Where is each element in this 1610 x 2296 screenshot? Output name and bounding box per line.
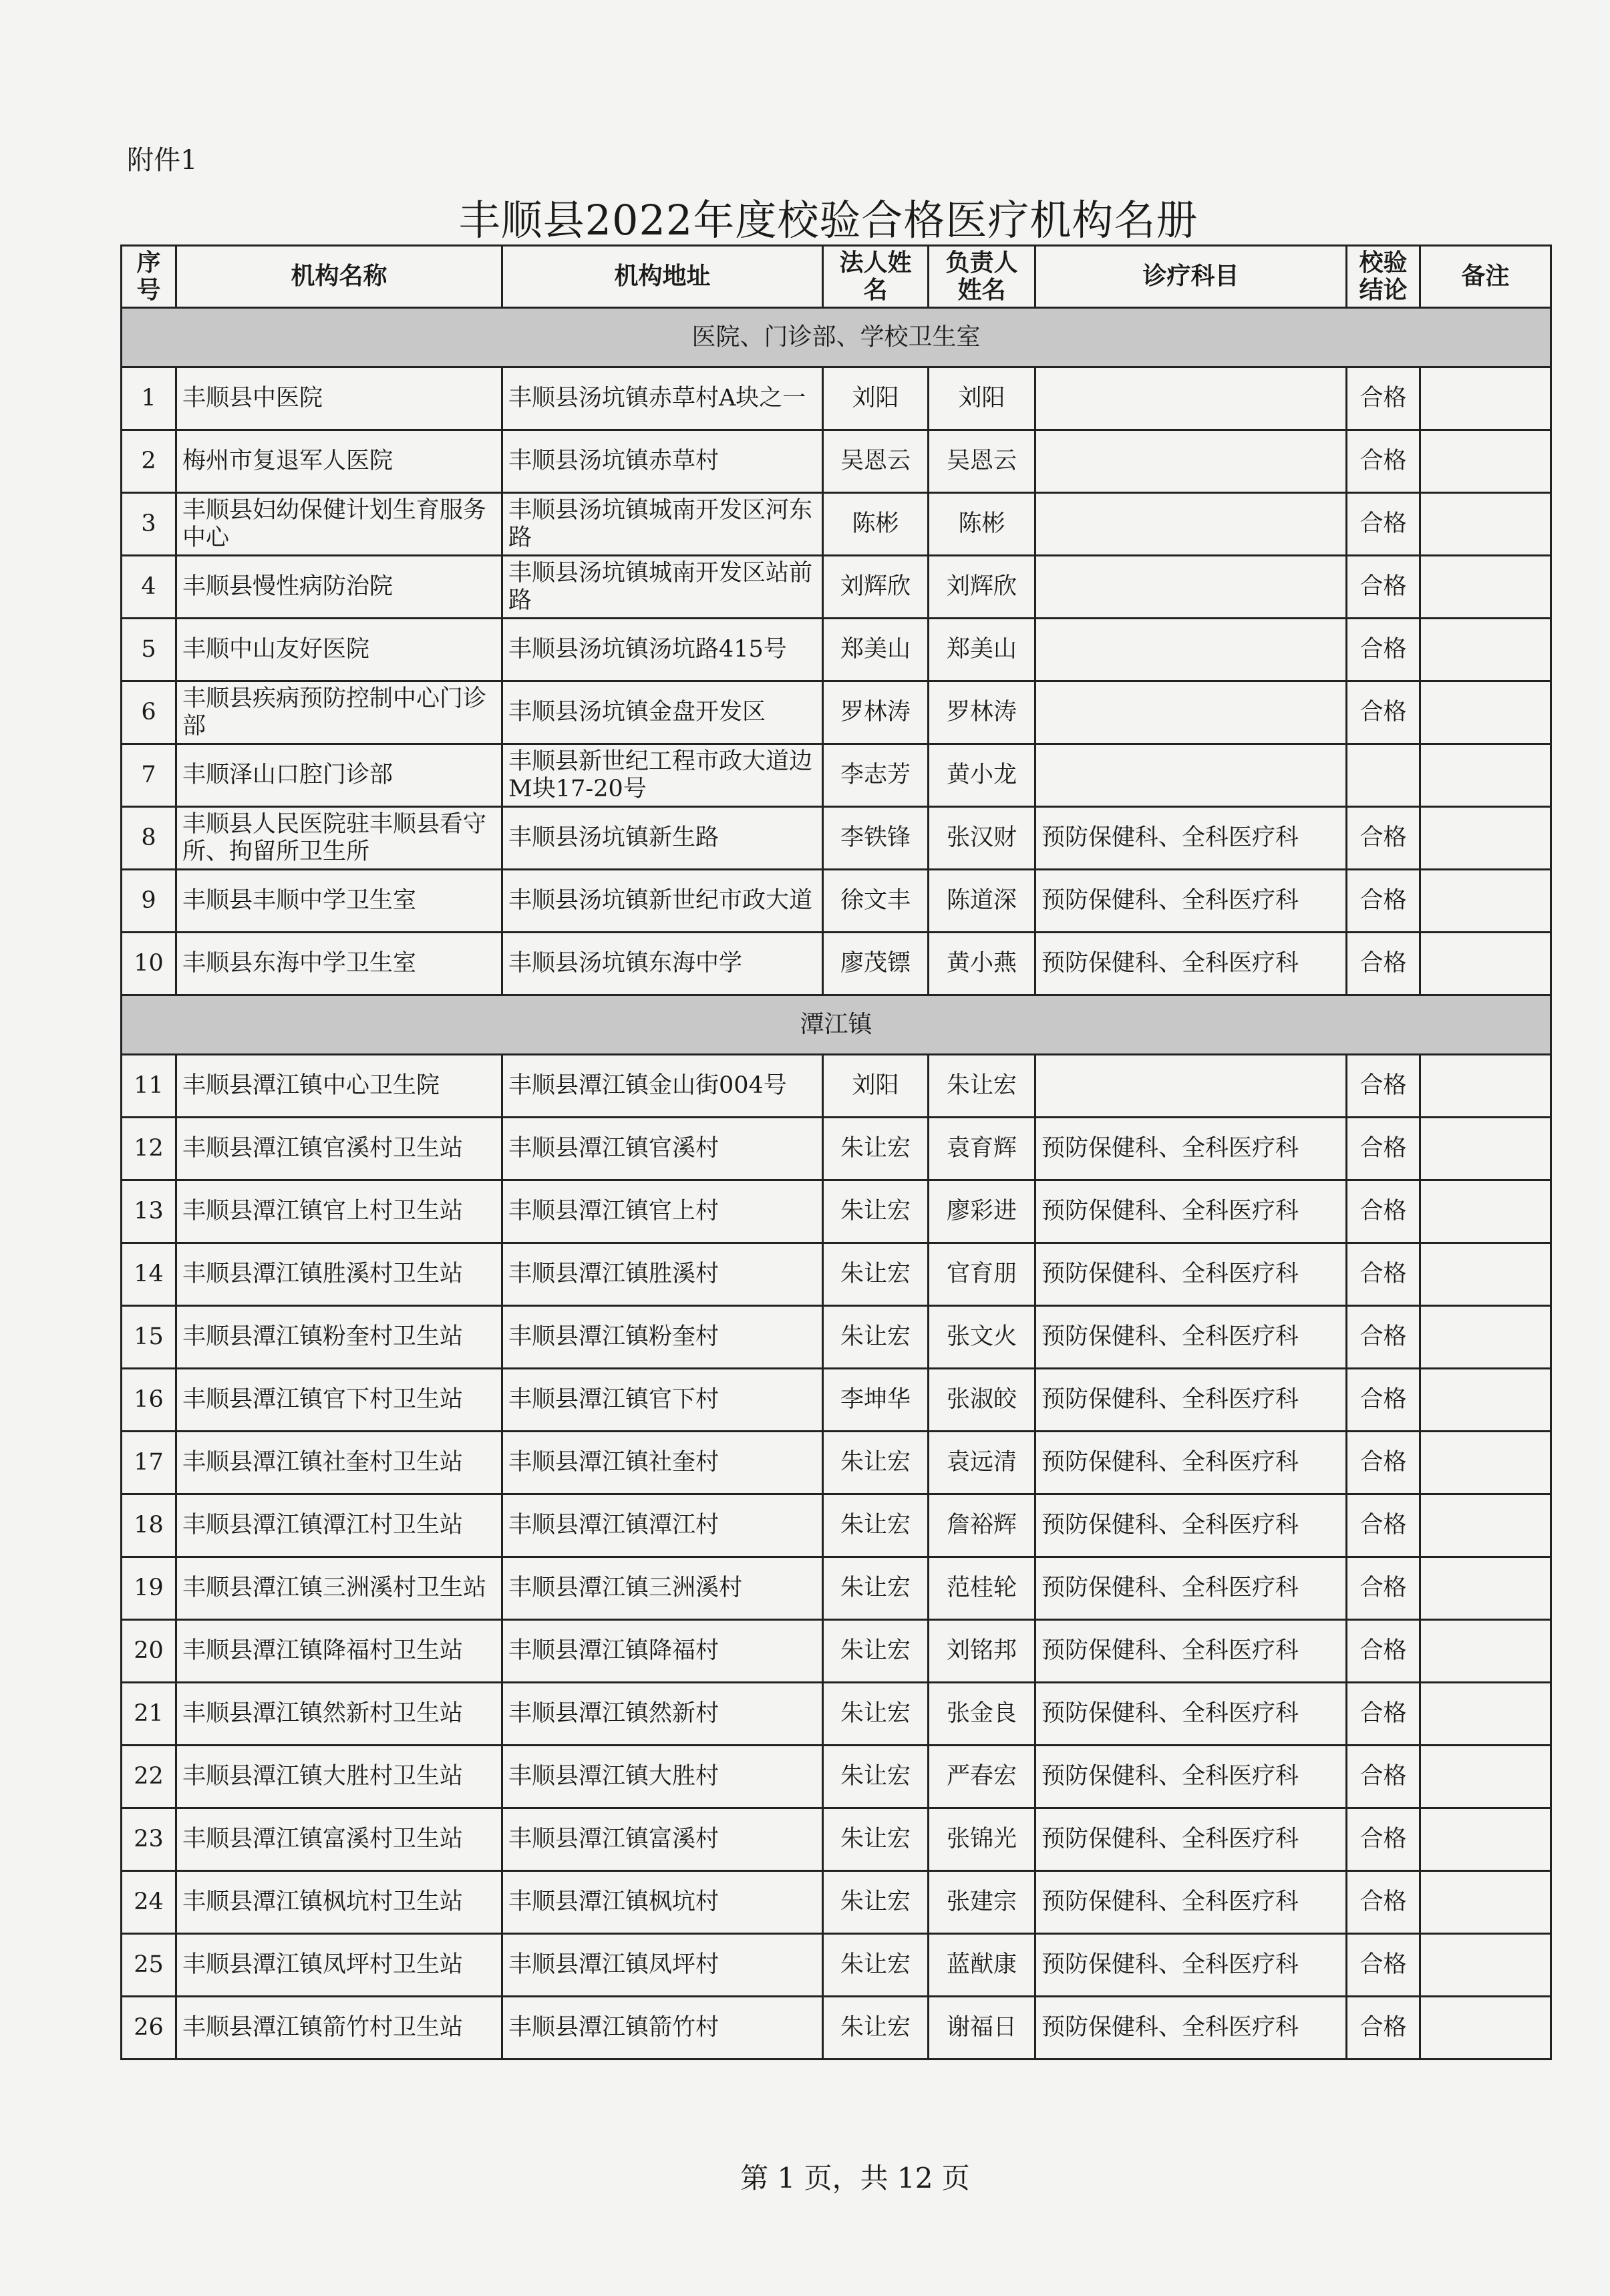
remark: [1420, 367, 1551, 430]
departments: 预防保健科、全科医疗科: [1035, 870, 1347, 933]
legal-person: 刘阳: [823, 1055, 929, 1118]
row-no: 6: [122, 681, 176, 744]
person-in-charge: 袁远清: [929, 1432, 1035, 1494]
departments: [1035, 493, 1347, 556]
row-no: 2: [122, 430, 176, 493]
departments: [1035, 367, 1347, 430]
verification-result: 合格: [1347, 870, 1420, 933]
table-row: [122, 1997, 1551, 2060]
legal-person: 朱让宏: [823, 1934, 929, 1997]
departments: [1035, 681, 1347, 744]
legal-person: 李志芳: [823, 744, 929, 807]
institution-address: 丰顺县潭江镇富溪村: [502, 1808, 823, 1871]
row-no: 21: [122, 1683, 176, 1746]
departments: 预防保健科、全科医疗科: [1035, 1997, 1347, 2060]
departments: 预防保健科、全科医疗科: [1035, 1306, 1347, 1369]
row-no: 17: [122, 1432, 176, 1494]
institution-address: 丰顺县汤坑镇赤草村A块之一: [502, 367, 823, 430]
table-row: [122, 1180, 1551, 1243]
legal-person: 刘阳: [823, 367, 929, 430]
row-no: 18: [122, 1494, 176, 1557]
row-no: 5: [122, 619, 176, 681]
institution-name: 丰顺县潭江镇粉奎村卫生站: [176, 1306, 502, 1369]
institution-name: 丰顺县慢性病防治院: [176, 556, 502, 619]
verification-result: 合格: [1347, 1118, 1420, 1180]
col-header-dept: 诊疗科目: [1035, 246, 1347, 308]
verification-result: 合格: [1347, 556, 1420, 619]
row-no: 20: [122, 1620, 176, 1683]
remark: [1420, 556, 1551, 619]
legal-person: 朱让宏: [823, 1306, 929, 1369]
legal-person: 吴恩云: [823, 430, 929, 493]
legal-person: 李坤华: [823, 1369, 929, 1432]
table-row: [122, 681, 1551, 744]
institution-address: 丰顺县潭江镇官溪村: [502, 1118, 823, 1180]
person-in-charge: 蓝猷康: [929, 1934, 1035, 1997]
section-header-row: [122, 995, 1551, 1055]
departments: 预防保健科、全科医疗科: [1035, 1180, 1347, 1243]
legal-person: 徐文丰: [823, 870, 929, 933]
institution-name: 丰顺县潭江镇枫坑村卫生站: [176, 1871, 502, 1934]
row-no: 14: [122, 1243, 176, 1306]
remark: [1420, 1808, 1551, 1871]
institution-name: 丰顺县潭江镇凤坪村卫生站: [176, 1934, 502, 1997]
legal-person: 朱让宏: [823, 1746, 929, 1808]
institution-name: 梅州市复退军人医院: [176, 430, 502, 493]
row-no: 23: [122, 1808, 176, 1871]
row-no: 12: [122, 1118, 176, 1180]
table-row: [122, 1306, 1551, 1369]
table-row: [122, 1620, 1551, 1683]
section-title: 潭江镇: [122, 995, 1551, 1055]
institution-name: 丰顺县妇幼保健计划生育服务中心: [176, 493, 502, 556]
institution-name: 丰顺县潭江镇社奎村卫生站: [176, 1432, 502, 1494]
person-in-charge: 张淑皎: [929, 1369, 1035, 1432]
institution-name: 丰顺县潭江镇箭竹村卫生站: [176, 1997, 502, 2060]
departments: [1035, 430, 1347, 493]
person-in-charge: 张文火: [929, 1306, 1035, 1369]
table-row: [122, 619, 1551, 681]
legal-person: 朱让宏: [823, 1494, 929, 1557]
institution-address: 丰顺县潭江镇降福村: [502, 1620, 823, 1683]
institution-name: 丰顺县疾病预防控制中心门诊部: [176, 681, 502, 744]
institution-address: 丰顺县汤坑镇汤坑路415号: [502, 619, 823, 681]
table-row: [122, 1432, 1551, 1494]
institution-address: 丰顺县潭江镇三洲溪村: [502, 1557, 823, 1620]
section-header-row: [122, 308, 1551, 367]
table-row: [122, 807, 1551, 870]
departments: 预防保健科、全科医疗科: [1035, 1808, 1347, 1871]
legal-person: 李铁锋: [823, 807, 929, 870]
row-no: 25: [122, 1934, 176, 1997]
legal-person: 刘辉欣: [823, 556, 929, 619]
institution-name: 丰顺泽山口腔门诊部: [176, 744, 502, 807]
row-no: 3: [122, 493, 176, 556]
institution-address: 丰顺县汤坑镇城南开发区河东路: [502, 493, 823, 556]
remark: [1420, 1934, 1551, 1997]
departments: 预防保健科、全科医疗科: [1035, 1746, 1347, 1808]
table-row: [122, 1746, 1551, 1808]
institution-address: 丰顺县潭江镇金山街004号: [502, 1055, 823, 1118]
legal-person: 朱让宏: [823, 1432, 929, 1494]
row-no: 10: [122, 933, 176, 995]
institution-address: 丰顺县潭江镇枫坑村: [502, 1871, 823, 1934]
table-row: [122, 1055, 1551, 1118]
institution-address: 丰顺县潭江镇社奎村: [502, 1432, 823, 1494]
remark: [1420, 1494, 1551, 1557]
person-in-charge: 朱让宏: [929, 1055, 1035, 1118]
attachment-label: 附件1: [127, 145, 198, 176]
page-footer: 第 1 页，共 12 页: [740, 2162, 970, 2194]
legal-person: 朱让宏: [823, 1180, 929, 1243]
person-in-charge: 廖彩进: [929, 1180, 1035, 1243]
col-header-address: 机构地址: [502, 246, 823, 308]
remark: [1420, 1871, 1551, 1934]
verification-result: 合格: [1347, 1997, 1420, 2060]
institution-name: 丰顺中山友好医院: [176, 619, 502, 681]
person-in-charge: 罗林涛: [929, 681, 1035, 744]
col-header-no: 序号: [122, 246, 176, 308]
legal-person: 朱让宏: [823, 1871, 929, 1934]
verification-result: 合格: [1347, 1369, 1420, 1432]
departments: 预防保健科、全科医疗科: [1035, 1620, 1347, 1683]
remark: [1420, 619, 1551, 681]
verification-result: 合格: [1347, 1180, 1420, 1243]
institution-address: 丰顺县潭江镇潭江村: [502, 1494, 823, 1557]
verification-result: 合格: [1347, 1871, 1420, 1934]
person-in-charge: 吴恩云: [929, 430, 1035, 493]
person-in-charge: 刘铭邦: [929, 1620, 1035, 1683]
legal-person: 罗林涛: [823, 681, 929, 744]
section-title: 医院、门诊部、学校卫生室: [122, 308, 1551, 367]
row-no: 26: [122, 1997, 176, 2060]
row-no: 11: [122, 1055, 176, 1118]
verification-result: 合格: [1347, 1243, 1420, 1306]
remark: [1420, 1432, 1551, 1494]
verification-result: 合格: [1347, 1746, 1420, 1808]
remark: [1420, 493, 1551, 556]
legal-person: 朱让宏: [823, 1243, 929, 1306]
departments: 预防保健科、全科医疗科: [1035, 1432, 1347, 1494]
col-header-head: 负责人姓名: [929, 246, 1035, 308]
row-no: 4: [122, 556, 176, 619]
institution-name: 丰顺县潭江镇大胜村卫生站: [176, 1746, 502, 1808]
departments: [1035, 619, 1347, 681]
remark: [1420, 1746, 1551, 1808]
remark: [1420, 1997, 1551, 2060]
institution-address: 丰顺县潭江镇官上村: [502, 1180, 823, 1243]
person-in-charge: 詹裕辉: [929, 1494, 1035, 1557]
institution-address: 丰顺县汤坑镇城南开发区站前路: [502, 556, 823, 619]
institution-name: 丰顺县东海中学卫生室: [176, 933, 502, 995]
departments: 预防保健科、全科医疗科: [1035, 1369, 1347, 1432]
col-header-legal: 法人姓名: [823, 246, 929, 308]
institution-name: 丰顺县人民医院驻丰顺县看守所、拘留所卫生所: [176, 807, 502, 870]
legal-person: 郑美山: [823, 619, 929, 681]
remark: [1420, 1369, 1551, 1432]
verification-result: 合格: [1347, 1306, 1420, 1369]
table-row: [122, 1934, 1551, 1997]
verification-result: 合格: [1347, 619, 1420, 681]
institution-address: 丰顺县新世纪工程市政大道边M块17-20号: [502, 744, 823, 807]
verification-result: 合格: [1347, 367, 1420, 430]
verification-result: 合格: [1347, 430, 1420, 493]
remark: [1420, 1180, 1551, 1243]
person-in-charge: 刘阳: [929, 367, 1035, 430]
remark: [1420, 1306, 1551, 1369]
table-row: [122, 1871, 1551, 1934]
verification-result: 合格: [1347, 933, 1420, 995]
verification-result: 合格: [1347, 1808, 1420, 1871]
institution-name: 丰顺县潭江镇然新村卫生站: [176, 1683, 502, 1746]
verification-result: 合格: [1347, 1432, 1420, 1494]
col-header-note: 备注: [1420, 246, 1551, 308]
table-row: [122, 1808, 1551, 1871]
verification-result: 合格: [1347, 807, 1420, 870]
verification-result: 合格: [1347, 1494, 1420, 1557]
table-row: [122, 430, 1551, 493]
person-in-charge: 谢福日: [929, 1997, 1035, 2060]
row-no: 1: [122, 367, 176, 430]
row-no: 15: [122, 1306, 176, 1369]
verification-result: 合格: [1347, 1557, 1420, 1620]
departments: 预防保健科、全科医疗科: [1035, 1934, 1347, 1997]
legal-person: 朱让宏: [823, 1683, 929, 1746]
institution-name: 丰顺县潭江镇中心卫生院: [176, 1055, 502, 1118]
table-row: [122, 1494, 1551, 1557]
institution-name: 丰顺县潭江镇降福村卫生站: [176, 1620, 502, 1683]
legal-person: 朱让宏: [823, 1808, 929, 1871]
departments: 预防保健科、全科医疗科: [1035, 933, 1347, 995]
document-title: 丰顺县2022年度校验合格医疗机构名册: [458, 196, 1198, 244]
verification-result: 合格: [1347, 1934, 1420, 1997]
institution-address: 丰顺县潭江镇箭竹村: [502, 1997, 823, 2060]
legal-person: 朱让宏: [823, 1118, 929, 1180]
departments: 预防保健科、全科医疗科: [1035, 1243, 1347, 1306]
row-no: 22: [122, 1746, 176, 1808]
remark: [1420, 1055, 1551, 1118]
institution-name: 丰顺县丰顺中学卫生室: [176, 870, 502, 933]
row-no: 8: [122, 807, 176, 870]
table-row: [122, 1683, 1551, 1746]
verification-result: 合格: [1347, 493, 1420, 556]
row-no: 24: [122, 1871, 176, 1934]
institution-name: 丰顺县潭江镇官上村卫生站: [176, 1180, 502, 1243]
person-in-charge: 官育朋: [929, 1243, 1035, 1306]
table-body: [122, 308, 1551, 2060]
remark: [1420, 870, 1551, 933]
person-in-charge: 陈彬: [929, 493, 1035, 556]
remark: [1420, 1557, 1551, 1620]
person-in-charge: 张汉财: [929, 807, 1035, 870]
departments: 预防保健科、全科医疗科: [1035, 1118, 1347, 1180]
legal-person: 陈彬: [823, 493, 929, 556]
departments: [1035, 744, 1347, 807]
table-row: [122, 933, 1551, 995]
departments: 预防保健科、全科医疗科: [1035, 1871, 1347, 1934]
table-row: [122, 744, 1551, 807]
row-no: 19: [122, 1557, 176, 1620]
person-in-charge: 黄小龙: [929, 744, 1035, 807]
header-row: [122, 246, 1551, 308]
institution-name: 丰顺县潭江镇潭江村卫生站: [176, 1494, 502, 1557]
institution-address: 丰顺县潭江镇然新村: [502, 1683, 823, 1746]
institution-name: 丰顺县潭江镇三洲溪村卫生站: [176, 1557, 502, 1620]
institution-address: 丰顺县潭江镇胜溪村: [502, 1243, 823, 1306]
institution-address: 丰顺县潭江镇大胜村: [502, 1746, 823, 1808]
institution-name: 丰顺县潭江镇富溪村卫生站: [176, 1808, 502, 1871]
row-no: 7: [122, 744, 176, 807]
legal-person: 廖茂镖: [823, 933, 929, 995]
person-in-charge: 袁育辉: [929, 1118, 1035, 1180]
table-row: [122, 1243, 1551, 1306]
institution-address: 丰顺县潭江镇粉奎村: [502, 1306, 823, 1369]
remark: [1420, 1118, 1551, 1180]
person-in-charge: 张建宗: [929, 1871, 1035, 1934]
row-no: 13: [122, 1180, 176, 1243]
departments: 预防保健科、全科医疗科: [1035, 1683, 1347, 1746]
institution-name: 丰顺县潭江镇官下村卫生站: [176, 1369, 502, 1432]
row-no: 9: [122, 870, 176, 933]
institution-address: 丰顺县汤坑镇东海中学: [502, 933, 823, 995]
table-row: [122, 367, 1551, 430]
col-header-result: 校验结论: [1347, 246, 1420, 308]
table-row: [122, 1118, 1551, 1180]
verification-result: 合格: [1347, 1683, 1420, 1746]
verification-result: 合格: [1347, 1055, 1420, 1118]
legal-person: 朱让宏: [823, 1557, 929, 1620]
remark: [1420, 1620, 1551, 1683]
legal-person: 朱让宏: [823, 1620, 929, 1683]
remark: [1420, 681, 1551, 744]
person-in-charge: 严春宏: [929, 1746, 1035, 1808]
departments: 预防保健科、全科医疗科: [1035, 807, 1347, 870]
institution-address: 丰顺县汤坑镇新生路: [502, 807, 823, 870]
table-row: [122, 1369, 1551, 1432]
legal-person: 朱让宏: [823, 1997, 929, 2060]
person-in-charge: 张金良: [929, 1683, 1035, 1746]
remark: [1420, 807, 1551, 870]
institution-name: 丰顺县潭江镇官溪村卫生站: [176, 1118, 502, 1180]
table-row: [122, 870, 1551, 933]
remark: [1420, 1683, 1551, 1746]
verification-result: [1347, 744, 1420, 807]
institution-address: 丰顺县汤坑镇金盘开发区: [502, 681, 823, 744]
col-header-name: 机构名称: [176, 246, 502, 308]
person-in-charge: 黄小燕: [929, 933, 1035, 995]
departments: [1035, 1055, 1347, 1118]
institution-table: [120, 244, 1552, 2060]
departments: 预防保健科、全科医疗科: [1035, 1494, 1347, 1557]
institution-address: 丰顺县汤坑镇新世纪市政大道: [502, 870, 823, 933]
person-in-charge: 张锦光: [929, 1808, 1035, 1871]
verification-result: 合格: [1347, 1620, 1420, 1683]
remark: [1420, 933, 1551, 995]
table-row: [122, 556, 1551, 619]
departments: [1035, 556, 1347, 619]
person-in-charge: 范桂轮: [929, 1557, 1035, 1620]
person-in-charge: 刘辉欣: [929, 556, 1035, 619]
row-no: 16: [122, 1369, 176, 1432]
institution-name: 丰顺县潭江镇胜溪村卫生站: [176, 1243, 502, 1306]
institution-address: 丰顺县潭江镇凤坪村: [502, 1934, 823, 1997]
verification-result: 合格: [1347, 681, 1420, 744]
person-in-charge: 郑美山: [929, 619, 1035, 681]
institution-address: 丰顺县潭江镇官下村: [502, 1369, 823, 1432]
departments: 预防保健科、全科医疗科: [1035, 1557, 1347, 1620]
remark: [1420, 430, 1551, 493]
institution-address: 丰顺县汤坑镇赤草村: [502, 430, 823, 493]
table-row: [122, 1557, 1551, 1620]
remark: [1420, 744, 1551, 807]
person-in-charge: 陈道深: [929, 870, 1035, 933]
table-row: [122, 493, 1551, 556]
remark: [1420, 1243, 1551, 1306]
institution-name: 丰顺县中医院: [176, 367, 502, 430]
